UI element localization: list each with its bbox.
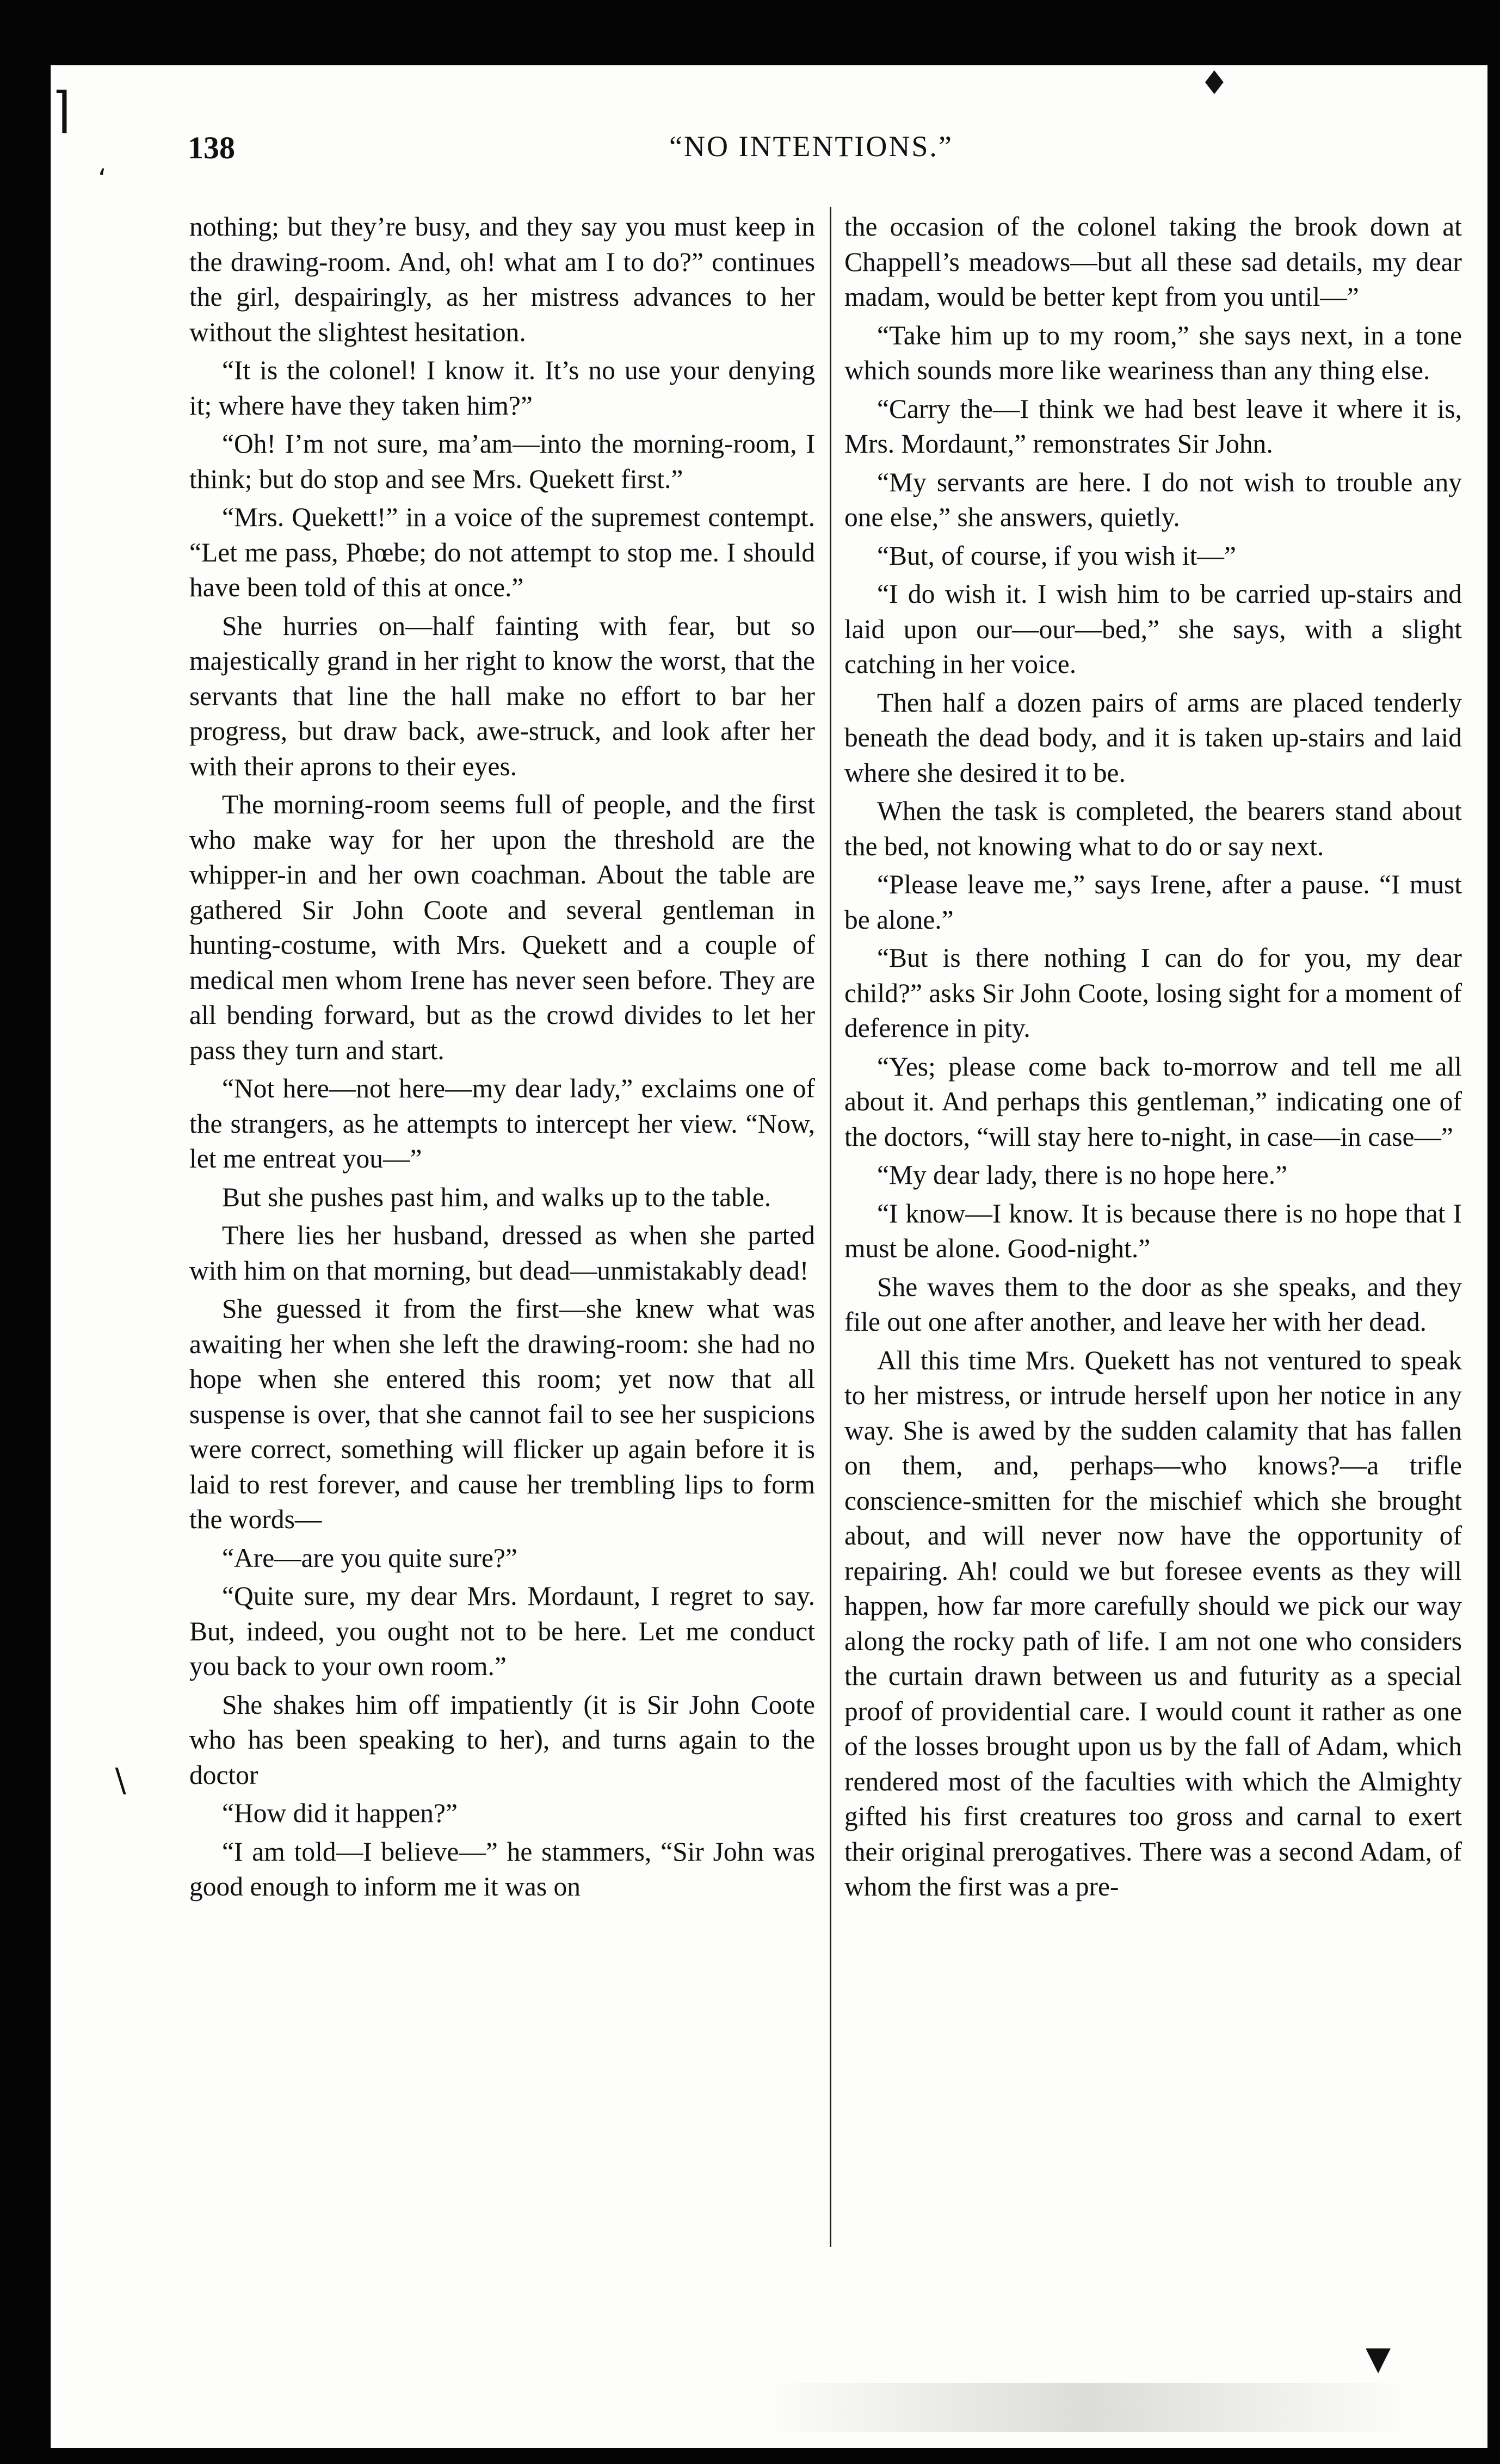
paragraph: the occasion of the colonel taking the brook down at Chappell’s meadows—but all these sad details, my dear madam, would be better kept from you until—” — [844, 212, 1462, 312]
paragraph: “Oh! I’m not sure, ma’am—into the morning-room, I think; but do stop and see Mrs. Quekett first.” — [189, 429, 815, 494]
paragraph: All this time Mrs. Quekett has not ventured to speak to her mistress, or intrude herself upon her notice in any way. She is awed by the sudden calamity that has fallen on them, and, perhaps—who knows?—a trifle conscience-smitten for the mischief which she brought about, and will never now have the opportunity of repairing. Ah! could we but foresee events as they will happen, how far more carefully should we pick our way along the rocky path of life. I am not one who considers the curtain drawn between us and futurity as a special proof of providential care. I would count it rather as one of the losses brought upon us by the fall of Adam, which rendered most of the faculties with which the Almighty gifted his first creatures too gross and carnal to exert their original prerogatives. There was a second Adam, of whom the first was a pre- — [844, 1345, 1462, 1901]
paragraph: “It is the colonel! I know it. It’s no use your denying it; where have they taken him?” — [189, 355, 815, 421]
page-number: 138 — [188, 130, 235, 165]
running-title: “NO INTENTIONS.” — [669, 130, 953, 163]
column-divider — [830, 207, 831, 2247]
right-text-column — [844, 209, 1462, 1905]
paragraph: “Not here—not here—my dear lady,” exclaims one of the strangers, as he attempts to intercept her view. “Now, let me entreat you—” — [189, 1073, 815, 1174]
left-text-column — [189, 209, 815, 1905]
paragraph: nothing; but they’re busy, and they say you must keep in the drawing-room. And, oh! what am I to do?” continues the girl, despairingly, as her mistress advances to her without the slightest hesitation. — [189, 212, 815, 347]
paragraph: “But, of course, if you wish it—” — [877, 540, 1236, 571]
paragraph: “My dear lady, there is no hope here.” — [877, 1160, 1288, 1190]
paragraph: “Please leave me,” says Irene, after a pause. “I must be alone.” — [844, 869, 1462, 935]
paragraph: She guessed it from the first—she knew what was awaiting her when she left the drawing-room: she had no hope when she entered this room; yet now that all suspense is over, that she cannot fail to see her suspicions were correct, something will flicker up again before it is laid to rest forever, and cause her trembling lips to form the words— — [189, 1294, 815, 1534]
ink-blot-mark: ▼ — [1366, 2339, 1391, 2377]
paragraph: There lies her husband, dressed as when she parted with him on that morning, but dead—unmistakably dead! — [189, 1220, 815, 1286]
paragraph: “Quite sure, my dear Mrs. Mordaunt, I regret to say. But, indeed, you ought not to be here. Let me conduct you back to your own room.” — [189, 1581, 815, 1681]
paragraph: “I do wish it. I wish him to be carried up-stairs and laid upon our—our—bed,” she says, with a slight catching in her voice. — [844, 579, 1462, 679]
paragraph: “Yes; please come back to-morrow and tell me all about it. And perhaps this gentleman,” indicating one of the doctors, “will stay here to-night, in case—in case—” — [844, 1051, 1462, 1152]
paragraph: But she pushes past him, and walks up to the table. — [222, 1182, 771, 1212]
paragraph: “But is there nothing I can do for you, my dear child?” asks Sir John Coote, losing sight for a moment of deference in pity. — [844, 943, 1462, 1043]
paragraph: When the task is completed, the bearers stand about the bed, not knowing what to do or say next. — [844, 796, 1462, 861]
paragraph: “My servants are here. I do not wish to trouble any one else,” she answers, quietly. — [844, 467, 1462, 532]
paragraph: “I am told—I believe—” he stammers, “Sir John was good enough to inform me it was on — [189, 1836, 815, 1901]
paragraph: “I know—I know. It is because there is no hope that I must be alone. Good-night.” — [844, 1198, 1462, 1263]
ink-blot-mark: ♦ — [1200, 64, 1229, 102]
paragraph: She hurries on—half fainting with fear, but so majestically grand in her right to know the worst, that the servants that line the hall make no effort to bar her progress, but draw back, awe-struck, and look after her with their aprons to their eyes. — [189, 610, 815, 781]
tick-mark: ‘ — [98, 163, 107, 195]
scan-smudge — [762, 2383, 1415, 2432]
paragraph: Then half a dozen pairs of arms are placed tenderly beneath the dead body, and it is taken up-stairs and laid where she desired it to be. — [844, 687, 1462, 788]
paragraph: She shakes him off impatiently (it is Sir John Coote who has been speaking to her), and turns again to the doctor — [189, 1689, 815, 1790]
paragraph: “Mrs. Quekett!” in a voice of the supremest contempt. “Let me pass, Phœbe; do not attempt to stop me. I should have been told of this at once.” — [189, 502, 815, 602]
paragraph: The morning-room seems full of people, and the first who make way for her upon the threshold are the whipper-in and her own coachman. About the table are gathered Sir John Coote and several gentleman in hunting-costume, with Mrs. Quekett and a couple of medical men whom Irene has never seen before. They are all bending forward, but as the crowd divides to let her pass they turn and start. — [189, 789, 815, 1065]
paragraph: “Take him up to my room,” she says next, in a tone which sounds more like weariness than any thing else. — [844, 320, 1462, 385]
margin-mark: ∖ — [109, 1763, 130, 1801]
paragraph: She waves them to the door as she speaks, and they file out one after another, and leave her with her dead. — [844, 1271, 1462, 1337]
paragraph: “Are—are you quite sure?” — [222, 1542, 517, 1573]
paragraph: “Carry the—I think we had best leave it where it is, Mrs. Mordaunt,” remonstrates Sir John. — [844, 393, 1462, 459]
pencil-mark: ⌉ — [52, 82, 71, 139]
paragraph: “How did it happen?” — [222, 1798, 458, 1828]
